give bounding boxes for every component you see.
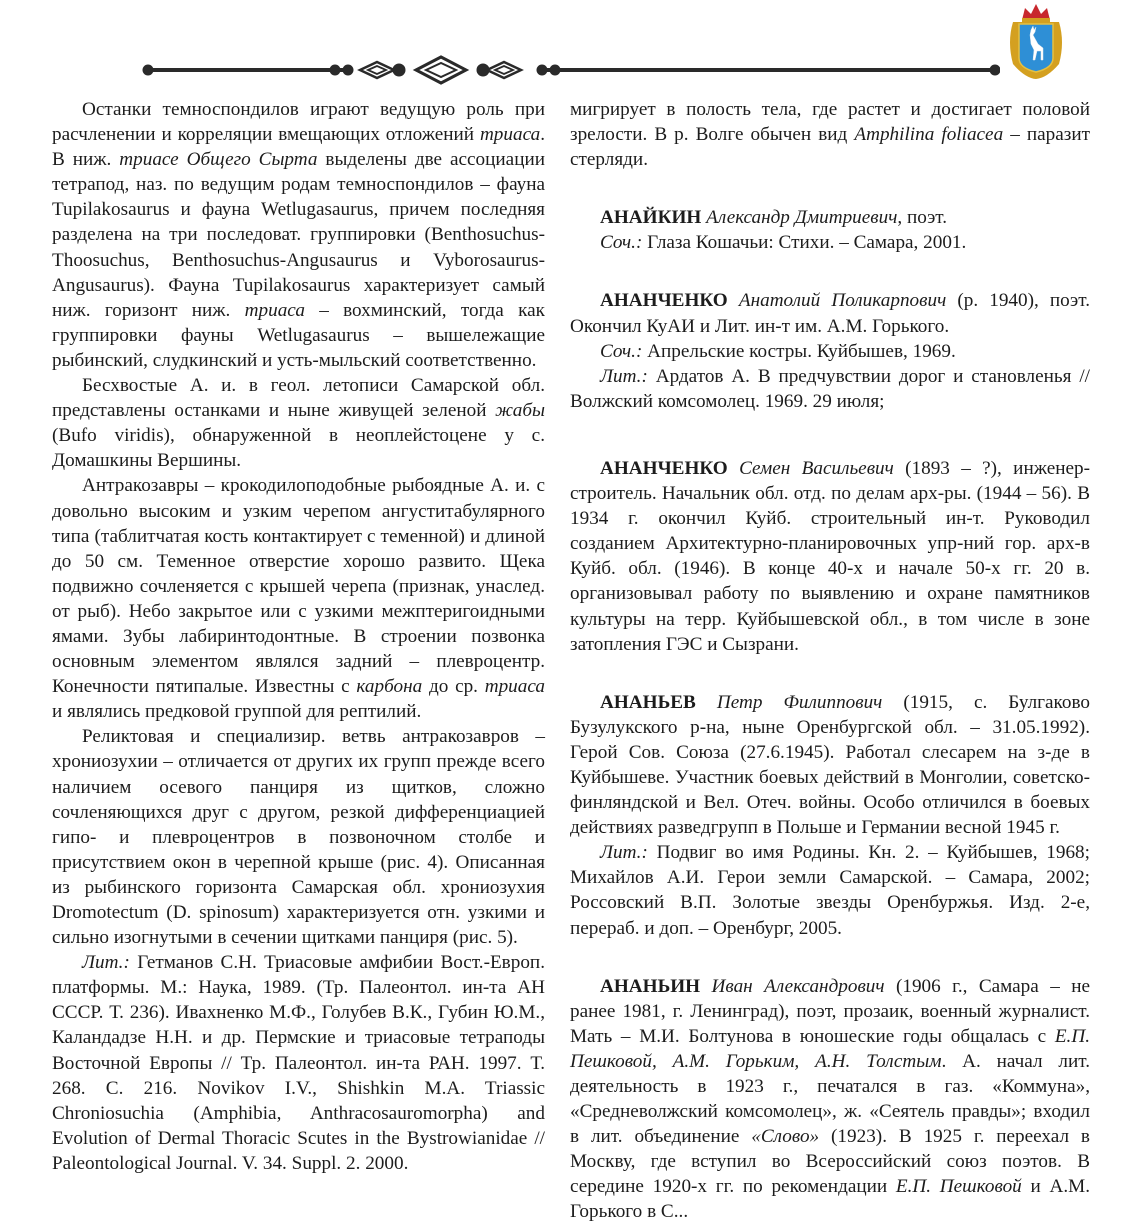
entry-ananyin: АНАНЬИН Иван Александрович (1906 г., Самара – не ранее 1981, г. Ленинград), поэт, прозаик, военный журналист. Мать – М.И. Болтунова в юношеские годы общалась с Е.П. Пешковой, А.М. Горьким, А.Н. Толстым. А. начал лит. деятельность в 1923 г., печатался в газ. «Коммуна», «Средневолжский комсомолец», ж. «Сеятель правды»; входил в лит. объединение «Слово» (1923). В 1925 г. переехал в Москву, где вступил во Всероссийский союз поэтов. В середине 1920-х гг. по рекомендации Е.П. Пешковой и А.М. Горького в С... (570, 975, 1091, 1223)
samara-region-coat-of-arms-icon (1005, 2, 1067, 80)
paragraph-literature: Лит.: Гетманов С.Н. Триасовые амфибии Вост.-Европ. платформы. М.: Наука, 1989. (Тр. Палеонтол. ин-та АН СССР. Т. 236). Ивахненко М.Ф., Голубев В.К., Губин Ю.М., Каландадзе Н.Н. и др. Пермские и триасовые тетраподы Восточной Европы // Тр. Палеонтол. ин-та РАН. 1997. Т. 268. С. 216. Novikov I.V., Shishkin M.A. Triassic Chroniosuchia (Amphibia, Anthracosauromorpha) and Evolution of Dermal Thoracic Scutes in the Bystrowianidae // Paleontological Journal. V. 34. Suppl. 2. 2000. (52, 952, 545, 1174)
entry-ananchenko-semen: АНАНЧЕНКО Семен Васильевич (1893 – ?), инженер-строитель. Начальник обл. отд. по делам арх-ры. (1944 – 56). В 1934 г. окончил Куйб. строительный ин-т. Руководил созданием Архитектурно-планировочных упр-ний гор. арх-в Куйб. обл. (1946). В конце 40-х и начале 50-х гг. 20 в. организовывал работу по выявлению и охране памятников культуры на терр. Куйбышевской обл., в том числе в зоне затопления ГЭС и Сызрани. (570, 457, 1091, 655)
literature-label: Лит.: (600, 842, 648, 864)
entry-ananyev: АНАНЬЕВ Петр Филиппович (1915, с. Булгаково Бузулукского р-на, ныне Оренбургской обл. – 31.05.1992). Герой Сов. Союза (27.6.1945). Работал слесарем на з-де в Куйбышеве. Участник боевых действий в Монголии, советско-финляндской и Вел. Отеч. войны. Особо отличился в боевых действиях разведгрупп в Польше и Германии весной 1945 г. Лит.: Подвиг во имя Родины. Кн. 2. – Куйбышев, 1968; Михайлов А.И. Герои земли Самарской. – Самара, 2002; Россовский В.П. Золотые звезды Оренбуржья. Изд. 2-е, перераб. и доп. – Оренбург, 2005. (570, 691, 1090, 939)
entry-anaikin: АНАЙКИН Александр Дмитриевич, поэт. Соч.: Глаза Кошачьи: Стихи. – Самара, 2001. (600, 207, 967, 254)
entry-given-name: Александр Дмитриевич (706, 207, 898, 229)
entry-given-name: Петр Филиппович (716, 691, 883, 713)
literature-label: Лит.: (600, 365, 648, 387)
works-label: Соч.: (600, 232, 643, 254)
entry-given-name: Иван Александрович (711, 975, 885, 997)
right-column (570, 97, 1090, 1225)
literature-label: Лит.: (82, 952, 130, 974)
paragraph-temnospondyls: Останки темноспондилов играют ведущую роль при расчленении и корреляции вмещающих отложений триаса. В ниж. триасе Общего Сырта выделены две ассоциации тетрапод, наз. по ведущим родам темноспондилов – фауна Tupilakosaurus и фауна Wetlugasaurus, причем последняя разделена на три последоват. группировки (Benthosuchus-Thoosuchus, Benthosuchus-Angusaurus и Vyborosaurus-Angusaurus). Фауна Tupilakosaurus характеризует самый ниж. горизонт ниж. триаса – вохминский, тогда как группировки фауны Wetlugasaurus – вышележащие рыбинский, слудкинский и усть-мыльский соответственно. (52, 99, 545, 371)
entry-ananchenko-anatoly: АНАНЧЕНКО Анатолий Поликарпович (р. 1940), поэт. Окончил КуАИ и Лит. ин-т им. А.М. Горького. Соч.: Апрельские костры. Куйбышев, 1969. Лит.: Ардатов А. В предчувствии дорог и становленья // Волжский комсомолец. 1969. 29 июля; (570, 290, 1090, 412)
entry-given-name: Анатолий Поликарпович (738, 290, 947, 312)
entry-given-name: Семен Васильевич (739, 457, 894, 479)
entry-surname: АНАНЬИН (600, 975, 701, 997)
entry-surname: АНАНЬЕВ (600, 691, 696, 713)
paragraph-chroniosuchians: Реликтовая и специализир. ветвь антракозавров – хрониозухии – отличается от других их групп прежде всего наличием осевого панциря из щитков, сложно сочленяющихся друг с другом, резкой дифференциацией гипо- и плевроцентров в позвоночном столбе и присутствием окон в черепной крыше (рис. 4). Описанная из рыбинского горизонта Самарская обл. хрониозухия Dromotectum (D. spinosum) характеризуется отн. узкими и сильно изогнутыми в сечении щитками панциря (рис. 5). (52, 726, 545, 949)
entry-surname: АНАНЧЕНКО (600, 457, 728, 479)
entry-surname: АНАНЧЕНКО (600, 290, 728, 312)
paragraph-tailless-amphibians: Бесхвостые А. и. в геол. летописи Самарской обл. представлены останками и ныне живущей зеленой жабы (Bufo viridis), обнаруженной в неоплейстоцене у с. Домашкины Вершины. (52, 375, 545, 472)
works-label: Соч.: (600, 340, 643, 362)
left-column (52, 97, 545, 1176)
entry-surname: АНАЙКИН (600, 207, 702, 229)
paragraph-continuation: мигрирует в полость тела, где растет и достигает половой зрелости. В р. Волге обычен вид Amphilina foliacea – паразит стерляди. (570, 99, 1090, 171)
divider-ornament (140, 55, 1000, 85)
paragraph-anthracosaurs: Антракозавры – крокодилоподобные рыбоядные А. и. с довольно высоким и узким черепом ангуститабулярного типа (таблитчатая кость контактирует с теменной) и длиной до 50 см. Теменное отверстие хорошо развито. Щека подвижно сочленяется с крышей черепа (признак, унаслед. от рыб). Небо закрытое или с узкими межптеригоидными ямами. Зубы лабиринтодонтные. В строении позвонка основным элементом являлся задний – плевроцентр. Конечности пятипалые. Известны с карбона до ср. триаса и являлись предковой группой для рептилий. (52, 475, 545, 723)
